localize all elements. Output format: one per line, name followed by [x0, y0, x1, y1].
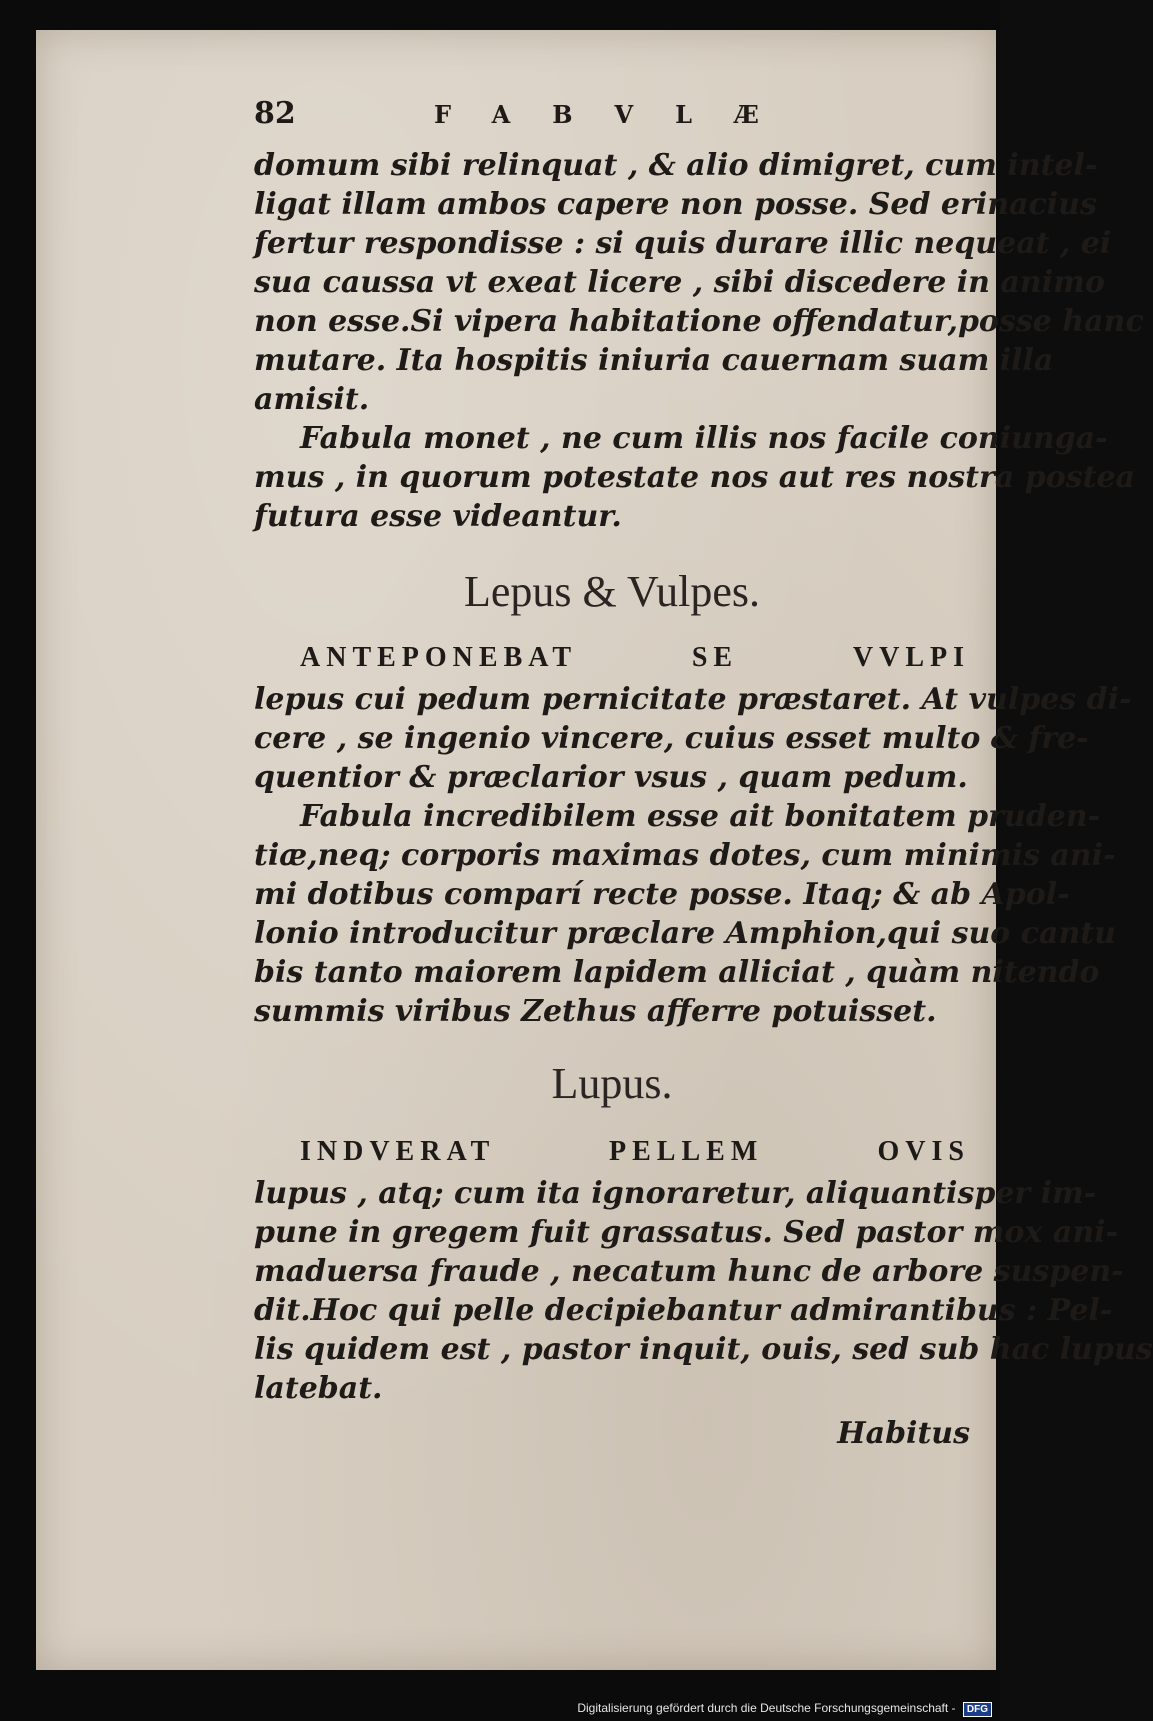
text-line: dit.Hoc qui pelle decipiebantur admirantibus : Pel-: [254, 1293, 1113, 1328]
moral-line: Fabula monet , ne cum illis nos facile coniunga-: [300, 421, 1108, 456]
moral-line: mi dotibus comparí recte posse. Itaq; & ab Apol-: [254, 877, 1070, 912]
text-line: latebat.: [254, 1371, 383, 1406]
text-line: sua caussa vt exeat licere , sibi discedere in animo: [254, 265, 1105, 300]
text-line: mutare. Ita hospitis iniuria cauernam suam illa: [254, 343, 1054, 378]
page-header: [254, 96, 970, 136]
credit-text: Digitalisierung gefördert durch die Deutsche Forschungsgemeinschaft -: [577, 1701, 956, 1715]
text-line: non esse.Si vipera habitatione offendatur,posse hanc: [254, 304, 1144, 339]
opening-line: INDVERAT PELLEM OVIS: [300, 1136, 970, 1167]
moral-line: Fabula incredibilem esse ait bonitatem pruden-: [300, 799, 1101, 834]
text-line: pune in gregem fuit grassatus. Sed pastor mox ani-: [254, 1215, 1118, 1250]
fable-continuation: [254, 146, 1144, 536]
fable-title: Lepus & Vulpes.: [464, 567, 760, 616]
dfg-logo: DFG: [963, 1702, 992, 1717]
text-line: lupus , atq; cum ita ignoraretur, aliquantisper im-: [254, 1176, 1097, 1211]
moral-line: mus , in quorum potestate nos aut res nostra postea: [254, 460, 1135, 495]
text-line: maduersa fraude , necatum hunc de arbore suspen-: [254, 1254, 1124, 1289]
running-title: FABVLÆ: [434, 100, 801, 129]
text-line: lis quidem est , pastor inquit, ouis, sed sub hac lupus: [254, 1332, 1153, 1367]
fable-body: [254, 1130, 1153, 1408]
text-line: quentior & præclarior vsus , quam pedum.: [254, 760, 968, 795]
moral-line: bis tanto maiorem lapidem alliciat , quàm nitendo: [254, 955, 1100, 990]
text-line: cere , se ingenio vincere, cuius esset multo & fre-: [254, 721, 1089, 756]
text-line: ligat illam ambos capere non posse. Sed erinacius: [254, 187, 1097, 222]
moral-line: tiæ,neq; corporis maximas dotes, cum minimis ani-: [254, 838, 1116, 873]
fable-body: [254, 636, 1132, 1031]
moral-line: summis viribus Zethus afferre potuisset.: [254, 994, 937, 1029]
catchword: Habitus: [837, 1416, 970, 1451]
moral-line: lonio introducitur præclare Amphion,qui suo cantu: [254, 916, 1116, 951]
text-line: amisit.: [254, 382, 370, 417]
text-line: domum sibi relinquat , & alio dimigret, cum intel-: [254, 148, 1098, 183]
text-line: fertur respondisse : si quis durare illic nequeat , ei: [254, 226, 1112, 261]
opening-line: ANTEPONEBAT SE VVLPI: [300, 642, 970, 673]
page-number: 82: [254, 96, 296, 131]
text-line: lepus cui pedum pernicitate præstaret. At vulpes di-: [254, 682, 1132, 717]
moral-line: futura esse videantur.: [254, 499, 622, 534]
fable-title: Lupus.: [551, 1059, 673, 1108]
digitization-credit: [577, 1701, 992, 1717]
